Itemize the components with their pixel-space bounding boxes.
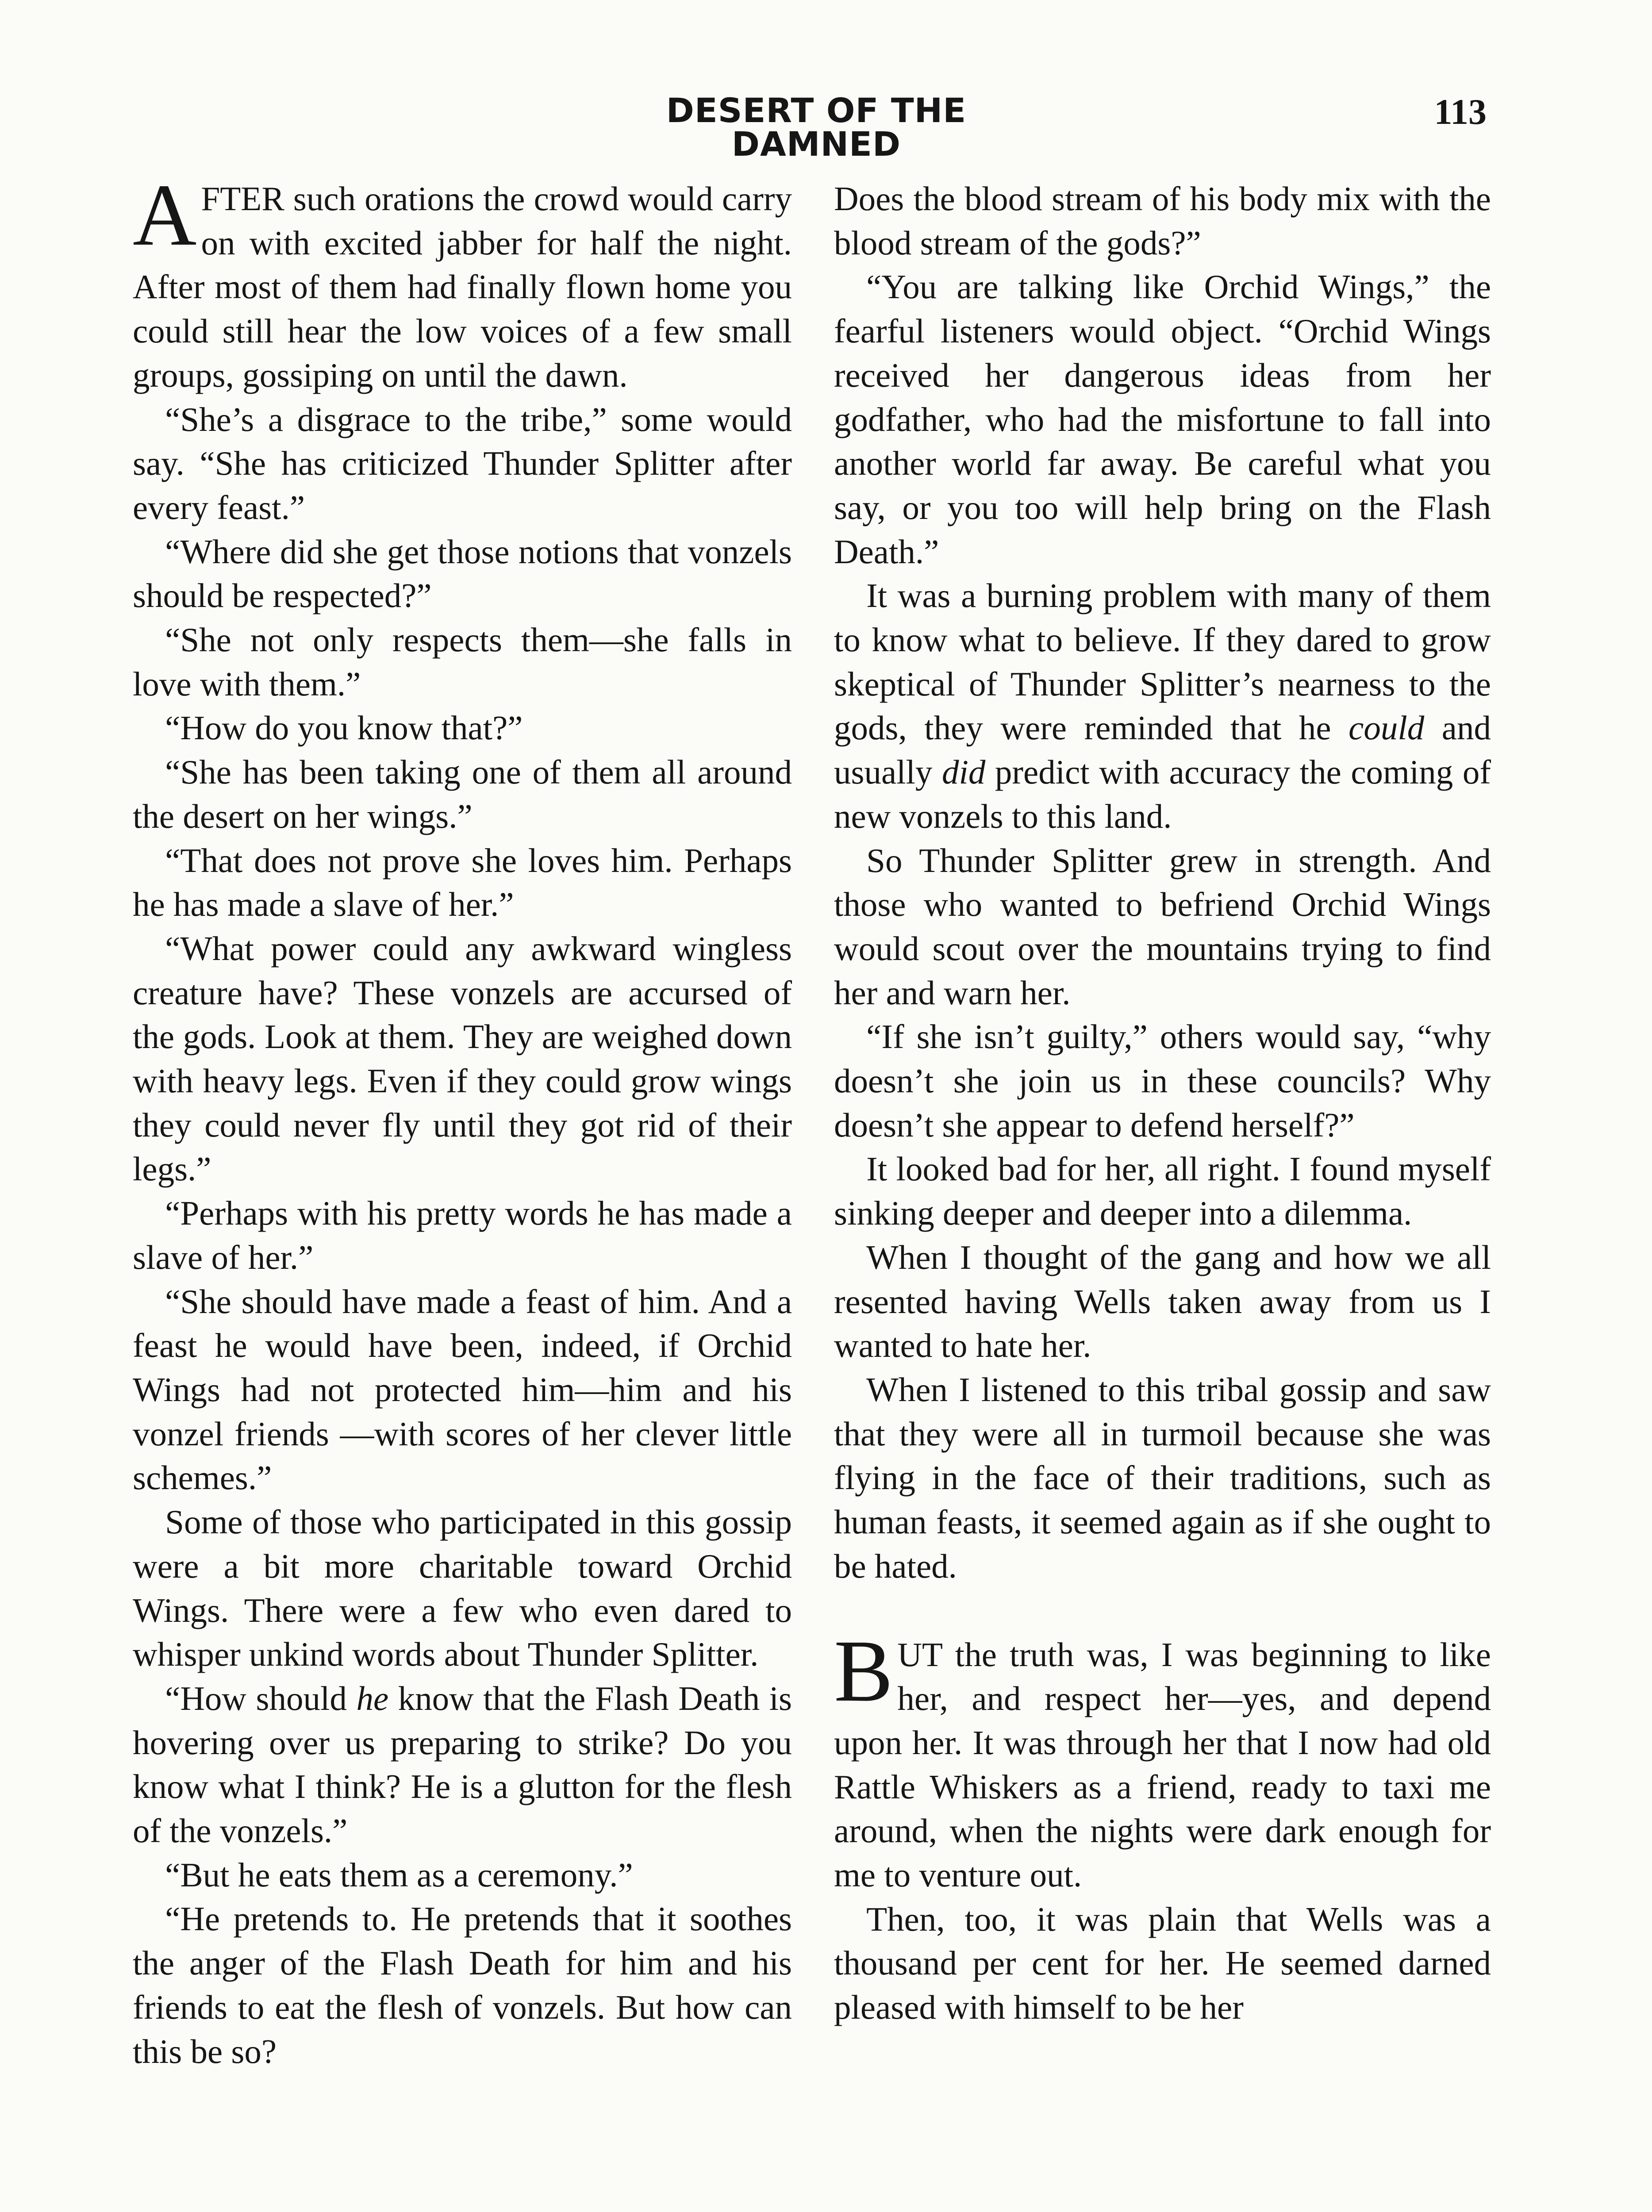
paragraph: So Thunder Splitter grew in strength. And those who wanted to befriend Orchid Wings would scout over the mountains trying to find her and warn her. [834,841,1491,1012]
paragraph: “She should have made a feast of him. And a feast he would have been, indeed, if Orchid Wings had not protected him—him and his vonzel friends —with scores of her clever little schemes.” [133,1282,792,1497]
paragraph: “She not only respects them—she falls in love with them.” [133,621,792,703]
lead-in: UT [897,1635,942,1674]
paragraph: When I thought of the gang and how we all resented having Wells taken away from us I wanted to hate her. [834,1238,1491,1365]
paragraph: “Perhaps with his pretty words he has made a slave of her.” [133,1194,792,1276]
left-column [133,166,792,2074]
paragraph [133,1677,792,1853]
paragraph-text: It was a burning problem with many of them to know what to believe. If they dared to grow skeptical of Thunder Splitter’s nearness to the gods, they were reminded that he [834,576,1491,747]
emphasis: did [941,753,986,791]
paragraph: “He pretends to. He pretends that it soothes the anger of the Flash Death for him and his friends to eat the flesh of vonzels. But how can this be so? [133,1900,792,2070]
emphasis: could [1348,709,1425,747]
paragraph-text: know that the Flash Death is hovering over us preparing to strike? Do you know what I think? He is a glutton for the flesh of the vonzels.” [133,1679,792,1850]
paragraph: “How do you know that?” [165,709,523,747]
drop-cap: A [133,166,197,264]
paragraph [834,574,1491,838]
paragraph: Does the blood stream of his body mix with the blood stream of the gods?” [834,180,1491,262]
emphasis: he [356,1679,389,1717]
paragraph: “But he eats them as a ceremony.” [165,1855,633,1894]
drop-cap: B [834,1622,893,1720]
paragraph-text: “How should [165,1679,357,1717]
paragraph: “If she isn’t guilty,” others would say, “why doesn’t she join us in these councils? Why doesn’t she appear to defend herself?” [834,1018,1491,1144]
paragraph: “That does not prove she loves him. Perhaps he has made a slave of her.” [133,841,792,924]
paragraph: “She has been taking one of them all around the desert on her wings.” [133,753,792,835]
paragraph: It looked bad for her, all right. I found myself sinking deeper and deeper into a dilemma. [834,1150,1491,1233]
right-column [834,177,1491,2030]
lead-in: FTER [201,180,284,218]
paragraph-text: and usually [834,709,1491,791]
paragraph-text: such orations the crowd would carry on with excited jabber for half the night. After most of them had finally flown home you could still hear the low voices of a few small groups, gossiping on until the dawn. [133,180,792,394]
paragraph: “You are talking like Orchid Wings,” the fearful listeners would object. “Orchid Wings received her dangerous ideas from her godfather, who had the misfortune to fall into another world far away. Be careful what you say, or you too will help bring on the Flash Death.” [834,268,1491,571]
paragraph-text: the truth was, I was beginning to like her, and respect her—yes, and depend upon her. It was through her that I now had old Rattle Whiskers as a friend, ready to taxi me around, when the nights were dark enough for me to venture out. [834,1635,1491,1894]
paragraph: When I listened to this tribal gossip and saw that they were all in turmoil because she was flying in the face of their traditions, such as human feasts, it seemed again as if she ought to be hated. [834,1370,1491,1585]
paragraph: “She’s a disgrace to the tribe,” some would say. “She has criticized Thunder Splitter after every feast.” [133,400,792,526]
paragraph: Then, too, it was plain that Wells was a thousand per cent for her. He seemed darned pleased with himself to be her [834,1900,1491,2027]
paragraph: Some of those who participated in this gossip were a bit more charitable toward Orchid Wings. There were a few who even dared to whisper unkind words about Thunder Splitter. [133,1503,792,1674]
page-number: 113 [1434,92,1487,132]
running-title: DESERT OF THE DAMNED [666,91,967,164]
paragraph: “What power could any awkward wingless creature have? These vonzels are accursed of the gods. Look at them. They are weighed down with heavy legs. Even if they could grow wings they could never fly until they got rid of their legs.” [133,929,792,1188]
paragraph-text: predict with accuracy the coming of new vonzels to this land. [834,753,1491,835]
paragraph [133,166,792,398]
paragraph: “Where did she get those notions that vonzels should be respected?” [133,532,792,615]
paragraph [834,1622,1491,1897]
